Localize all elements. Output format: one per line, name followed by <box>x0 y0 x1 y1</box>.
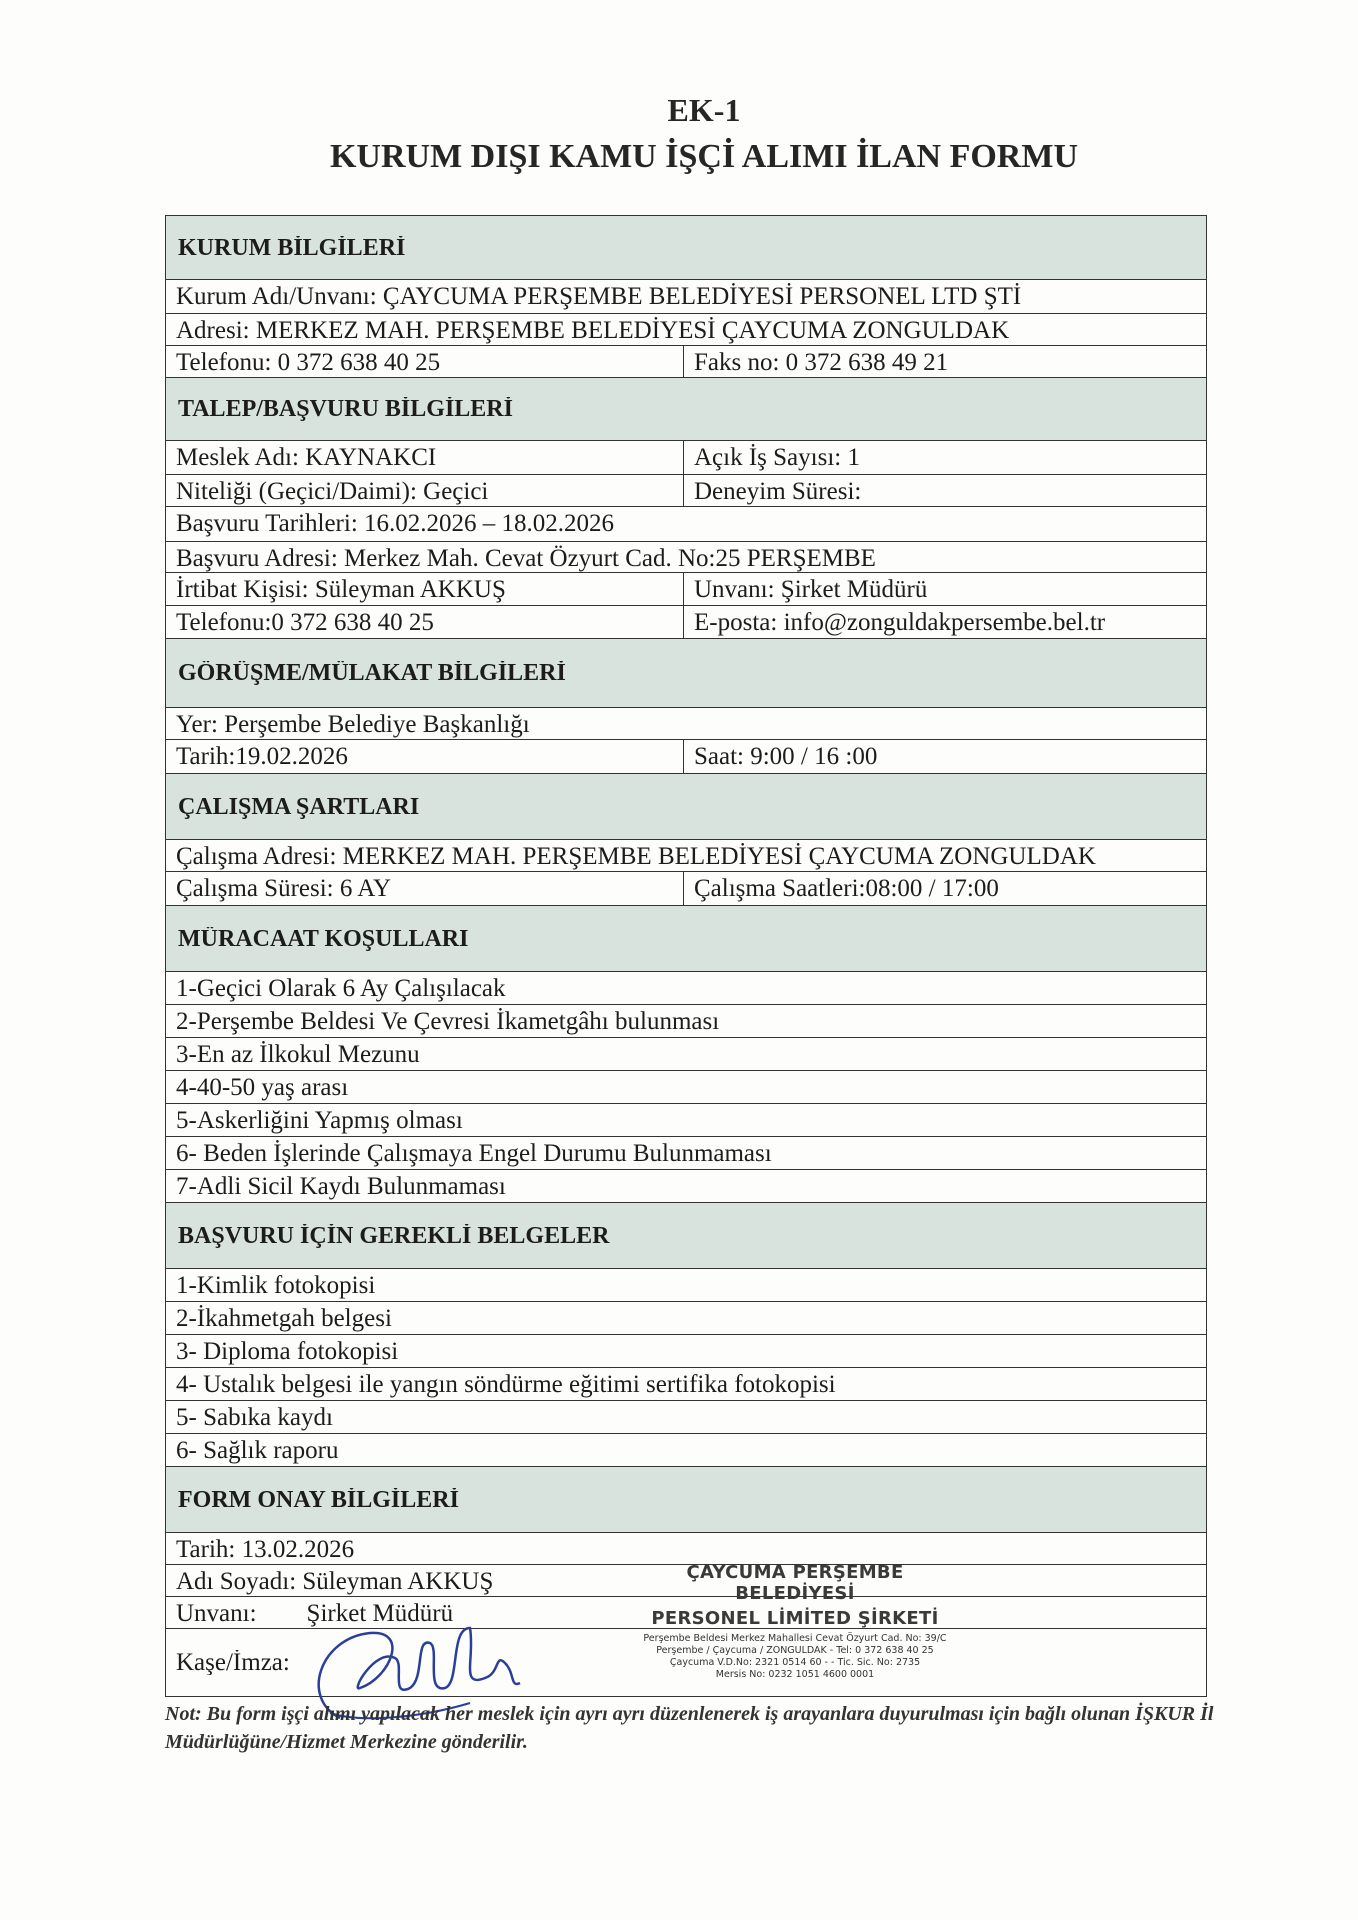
form-row <box>166 972 1206 1005</box>
institution-name: Kurum Adı/Unvanı: ÇAYCUMA PERŞEMBE BELEDİYESİ PERSONEL LTD ŞTİ <box>176 283 1022 310</box>
company-stamp <box>630 1562 960 1681</box>
section-belgeler-header <box>166 1203 1206 1269</box>
field-row <box>166 346 1206 378</box>
form-row <box>166 606 1206 639</box>
contact-person: İrtibat Kişisi: Süleyman AKKUŞ <box>166 573 684 605</box>
title-value: Şirket Müdürü <box>306 1600 454 1627</box>
employment-type: Niteliği (Geçici/Daimi): Geçici <box>166 475 684 506</box>
footnote <box>165 1700 1215 1756</box>
section-heading: MÜRACAAT KOŞULLARI <box>178 926 469 951</box>
page-title: KURUM DIŞI KAMU İŞÇİ ALIMI İLAN FORMU <box>329 138 1079 175</box>
contact-email: E-posta: info@zonguldakpersembe.bel.tr <box>694 609 1106 636</box>
field-row <box>166 314 1206 346</box>
interview-date: Tarih:19.02.2026 <box>166 740 684 773</box>
approval-date: Tarih: 13.02.2026 <box>176 1536 355 1563</box>
section-heading: FORM ONAY BİLGİLERİ <box>178 1487 459 1512</box>
form-row <box>166 1401 1206 1434</box>
contact-title: Unvanı: Şirket Müdürü <box>694 576 928 603</box>
form-row <box>166 441 1206 475</box>
section-onay-header <box>166 1467 1206 1533</box>
section-muracaat-header <box>166 906 1206 972</box>
condition-item: 5-Askerliğini Yapmış olması <box>176 1107 463 1134</box>
note-text: Bu form işçi alımı yapılacak her meslek için ayrı ayrı düzenlenerek iş arayanlara duyurulması için bağlı olunan İŞKUR İl Müdürlüğüne/Hizmet Merkezine gönderilir. <box>165 1703 1214 1753</box>
document-item: 1-Kimlik fotokopisi <box>176 1272 376 1299</box>
document-item: 2-İkahmetgah belgesi <box>176 1305 392 1332</box>
document-item: 4- Ustalık belgesi ile yangın söndürme eğitimi sertifika fotokopisi <box>176 1371 836 1398</box>
stamp-line: Perşembe Beldesi Merkez Mahallesi Cevat Özyurt Cad. No: 39/C <box>643 1633 947 1644</box>
form-row <box>166 1038 1206 1071</box>
stamp-signature-label: Kaşe/İmza: <box>176 1650 290 1675</box>
condition-item: 6- Beden İşlerinde Çalışmaya Engel Durumu Bulunmaması <box>176 1140 772 1167</box>
condition-item: 1-Geçici Olarak 6 Ay Çalışılacak <box>176 975 506 1002</box>
condition-item: 4-40-50 yaş arası <box>176 1074 349 1101</box>
title-label: Unvanı: <box>176 1600 257 1627</box>
annex-label: EK-1 <box>667 92 741 128</box>
section-calisma-header <box>166 774 1206 840</box>
form-row <box>166 1137 1206 1170</box>
form-row <box>166 1302 1206 1335</box>
institution-address: Adresi: MERKEZ MAH. PERŞEMBE BELEDİYESİ ÇAYCUMA ZONGULDAK <box>176 317 1010 344</box>
field-row <box>166 280 1206 314</box>
stamp-line: ÇAYCUMA PERŞEMBE BELEDİYESİ <box>686 1562 904 1604</box>
form-row <box>166 708 1206 740</box>
form-row <box>166 1170 1206 1203</box>
section-heading: ÇALIŞMA ŞARTLARI <box>178 794 420 819</box>
institution-fax: Faks no: 0 372 638 49 21 <box>694 349 949 376</box>
stamp-line: Perşembe / Çaycuma / ZONGULDAK - Tel: 0 372 638 40 25 <box>656 1645 934 1656</box>
stamp-line: PERSONEL LİMİTED ŞİRKETİ <box>651 1608 939 1629</box>
work-duration: Çalışma Süresi: 6 AY <box>166 872 684 905</box>
document-item: 3- Diploma fotokopisi <box>176 1338 399 1365</box>
interview-time: Saat: 9:00 / 16 :00 <box>694 743 878 770</box>
job-posting-form <box>165 215 1207 1697</box>
contact-phone: Telefonu:0 372 638 40 25 <box>166 606 684 638</box>
work-address: Çalışma Adresi: MERKEZ MAH. PERŞEMBE BELEDİYESİ ÇAYCUMA ZONGULDAK <box>176 843 1096 870</box>
section-kurum-header <box>166 216 1206 280</box>
form-row <box>166 840 1206 872</box>
section-heading: KURUM BİLGİLERİ <box>178 235 406 260</box>
form-row <box>166 1005 1206 1038</box>
form-row <box>166 1533 1206 1565</box>
form-row <box>166 872 1206 906</box>
section-gorusme-header <box>166 639 1206 708</box>
occupation: Meslek Adı: KAYNAKCI <box>166 441 684 474</box>
section-talep-header <box>166 378 1206 441</box>
form-row <box>166 542 1206 573</box>
condition-item: 7-Adli Sicil Kaydı Bulunmaması <box>176 1173 506 1200</box>
form-row <box>166 507 1206 542</box>
section-heading: GÖRÜŞME/MÜLAKAT BİLGİLERİ <box>178 661 566 685</box>
institution-phone: Telefonu: 0 372 638 40 25 <box>166 346 684 377</box>
form-row <box>166 1104 1206 1137</box>
condition-item: 2-Perşembe Beldesi Ve Çevresi İkametgâhı bulunması <box>176 1008 720 1035</box>
note-label: Not: <box>165 1703 202 1725</box>
form-row <box>166 1335 1206 1368</box>
form-row <box>166 740 1206 774</box>
application-address: Başvuru Adresi: Merkez Mah. Cevat Özyurt Cad. No:25 PERŞEMBE <box>176 545 876 572</box>
stamp-line: Mersis No: 0232 1051 4600 0001 <box>715 1669 875 1680</box>
form-row <box>166 1071 1206 1104</box>
document-item: 6- Sağlık raporu <box>176 1437 339 1464</box>
open-positions: Açık İş Sayısı: 1 <box>694 444 860 471</box>
application-dates: Başvuru Tarihleri: 16.02.2026 – 18.02.2026 <box>176 510 615 537</box>
stamp-line: Çaycuma V.D.No: 2321 0514 60 - - Tic. Sic. No: 2735 <box>669 1657 921 1668</box>
form-row <box>166 1434 1206 1467</box>
form-row <box>166 573 1206 606</box>
work-hours: Çalışma Saatleri:08:00 / 17:00 <box>694 875 999 902</box>
experience: Deneyim Süresi: <box>694 478 862 505</box>
document-item: 5- Sabıka kaydı <box>176 1404 333 1431</box>
section-heading: BAŞVURU İÇİN GEREKLİ BELGELER <box>178 1223 610 1248</box>
interview-location: Yer: Perşembe Belediye Başkanlığı <box>176 711 530 738</box>
form-row <box>166 475 1206 507</box>
form-row <box>166 1269 1206 1302</box>
approver-name: Adı Soyadı: Süleyman AKKUŞ <box>176 1568 494 1595</box>
section-heading: TALEP/BAŞVURU BİLGİLERİ <box>178 397 513 421</box>
condition-item: 3-En az İlkokul Mezunu <box>176 1041 420 1068</box>
form-row <box>166 1368 1206 1401</box>
